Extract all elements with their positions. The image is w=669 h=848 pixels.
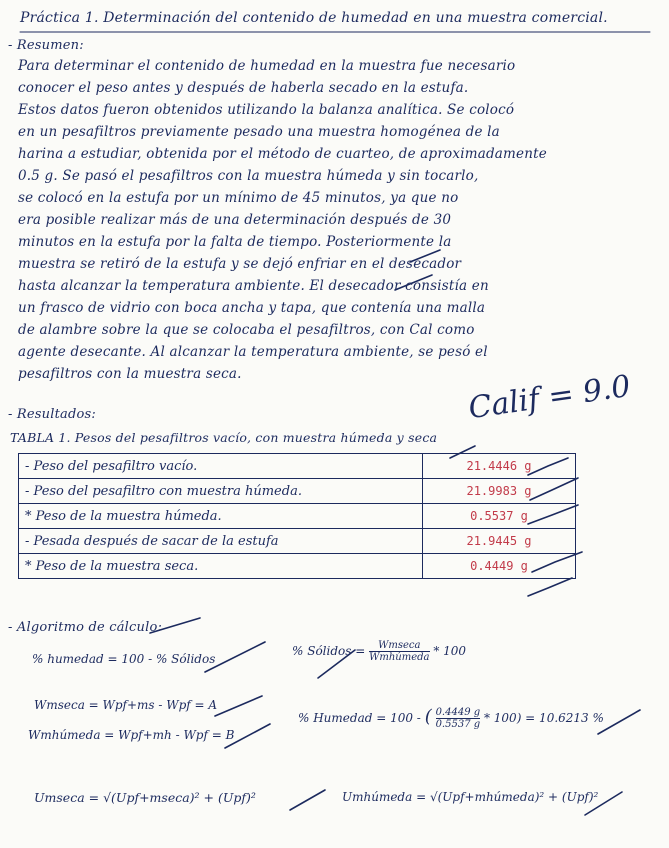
slash-mark-icon bbox=[598, 710, 640, 734]
algoritmo-heading: - Algoritmo de cálculo: bbox=[8, 620, 163, 635]
fraction-denominator: 0.5537 g bbox=[435, 719, 481, 730]
resumen-line-11: hasta alcanzar la temperatura ambiente. El desecador consistía en bbox=[18, 278, 489, 294]
resumen-line-9: minutos en la estufa por la falta de tiempo. Posteriormente la bbox=[18, 234, 452, 250]
formula-humedad: % humedad = 100 - % Sólidos bbox=[32, 652, 216, 666]
table-row bbox=[19, 454, 576, 479]
resumen-line-12: un frasco de vidrio con boca ancha y tapa, que contenía una malla bbox=[18, 300, 486, 316]
resumen-line-6: 0.5 g. Se pasó el pesafiltros con la muestra húmeda y sin tocarlo, bbox=[18, 168, 479, 184]
grade-mark: Calif = 9.0 bbox=[466, 368, 633, 427]
formula-umseca: Umseca = √(Upf+mseca)² + (Upf)² bbox=[34, 790, 256, 805]
table-row bbox=[19, 479, 576, 504]
row-value: 21.4446 g bbox=[423, 454, 576, 479]
fraction-numerator: Wmseca bbox=[369, 640, 429, 652]
formula-wmhumeda: Wmhúmeda = Wpf+mh - Wpf = B bbox=[28, 728, 235, 742]
resumen-line-4: en un pesafiltros previamente pesado una muestra homogénea de la bbox=[18, 124, 500, 140]
slash-mark-icon bbox=[290, 790, 325, 810]
row-label: - Pesada después de sacar de la estufa bbox=[19, 529, 423, 554]
formula-result bbox=[298, 706, 604, 730]
resumen-line-14: agente desecante. Al alcanzar la temperatura ambiente, se pesó el bbox=[18, 344, 488, 360]
row-value: 0.5537 g bbox=[423, 504, 576, 529]
formula-solidos-left: % Sólidos = bbox=[292, 644, 366, 658]
table-row bbox=[19, 504, 576, 529]
resumen-line-10: muestra se retiró de la estufa y se dejó enfriar en el desecador bbox=[18, 256, 462, 272]
resumen-line-13: de alambre sobre la que se colocaba el pesafiltros, con Cal como bbox=[18, 322, 475, 338]
table-row bbox=[19, 554, 576, 579]
formula-wmseca: Wmseca = Wpf+ms - Wpf = A bbox=[34, 698, 218, 712]
resumen-line-1: Para determinar el contenido de humedad en la muestra fue necesario bbox=[18, 58, 516, 74]
formula-solidos bbox=[292, 640, 466, 663]
resultados-heading: - Resultados: bbox=[8, 407, 96, 422]
table-row bbox=[19, 529, 576, 554]
page-title: Práctica 1. Determinación del contenido de humedad en una muestra comercial. bbox=[20, 10, 608, 26]
row-label: - Peso del pesafiltro con muestra húmeda. bbox=[19, 479, 423, 504]
row-value: 21.9445 g bbox=[423, 529, 576, 554]
fraction-denominator: Wmhúmeda bbox=[369, 652, 430, 663]
slash-mark-icon bbox=[215, 696, 262, 716]
table-caption: TABLA 1. Pesos del pesafiltros vacío, con muestra húmeda y seca bbox=[10, 430, 438, 445]
formula-solidos-fraction bbox=[369, 640, 429, 663]
row-value: 21.9983 g bbox=[423, 479, 576, 504]
formula-result-right: * 100) = 10.6213 % bbox=[483, 711, 604, 725]
row-label: * Peso de la muestra seca. bbox=[19, 554, 423, 579]
resumen-line-2: conocer el peso antes y después de haberla secado en la estufa. bbox=[18, 80, 469, 96]
check-mark-icon bbox=[528, 578, 572, 596]
formula-result-fraction bbox=[436, 707, 481, 730]
resumen-line-3: Estos datos fueron obtenidos utilizando la balanza analítica. Se colocó bbox=[18, 102, 515, 118]
formula-umhumeda: Umhúmeda = √(Upf+mhúmeda)² + (Upf)² bbox=[342, 790, 599, 804]
resumen-line-8: era posible realizar más de una determinación después de 30 bbox=[18, 212, 452, 228]
weights-table bbox=[18, 453, 576, 579]
formula-solidos-right: * 100 bbox=[433, 644, 467, 658]
resumen-line-15: pesafiltros con la muestra seca. bbox=[18, 366, 242, 382]
fraction-numerator: 0.4449 g bbox=[435, 707, 481, 718]
row-label: * Peso de la muestra húmeda. bbox=[19, 504, 423, 529]
row-value: 0.4449 g bbox=[423, 554, 576, 579]
resumen-line-5: harina a estudiar, obtenida por el método de cuarteo, de aproximadamente bbox=[18, 146, 547, 162]
resumen-line-7: se colocó en la estufa por un mínimo de 45 minutos, ya que no bbox=[18, 190, 459, 206]
open-paren: ( bbox=[424, 706, 432, 727]
resumen-heading: - Resumen: bbox=[8, 38, 84, 53]
formula-result-left: % Humedad = 100 - bbox=[298, 711, 421, 725]
row-label: - Peso del pesafiltro vacío. bbox=[19, 454, 423, 479]
